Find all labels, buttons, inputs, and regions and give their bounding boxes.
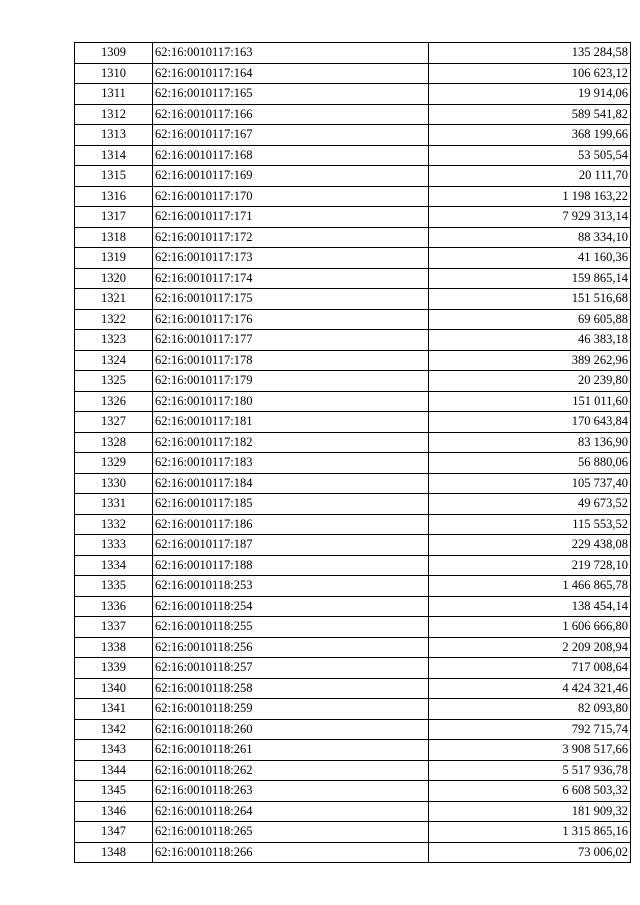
table-row bbox=[75, 555, 631, 576]
cadastral-value-cell: 181 909,32 bbox=[429, 801, 631, 822]
cadastral-value-cell: 88 334,10 bbox=[429, 227, 631, 248]
cadastral-value-cell: 1 315 865,16 bbox=[429, 822, 631, 843]
table-row bbox=[75, 289, 631, 310]
cadastral-number-cell: 62:16:0010118:265 bbox=[153, 822, 429, 843]
cadastral-value-cell: 82 093,80 bbox=[429, 699, 631, 720]
cadastral-number-cell: 62:16:0010118:255 bbox=[153, 617, 429, 638]
cadastral-number-cell: 62:16:0010118:259 bbox=[153, 699, 429, 720]
row-number-cell: 1339 bbox=[75, 658, 153, 679]
table-row bbox=[75, 432, 631, 453]
cadastral-number-cell: 62:16:0010117:183 bbox=[153, 453, 429, 474]
cadastral-number-cell: 62:16:0010117:174 bbox=[153, 268, 429, 289]
table-row bbox=[75, 391, 631, 412]
table-row bbox=[75, 699, 631, 720]
table-row bbox=[75, 473, 631, 494]
cadastral-value-cell: 83 136,90 bbox=[429, 432, 631, 453]
table-row bbox=[75, 125, 631, 146]
cadastral-number-cell: 62:16:0010117:164 bbox=[153, 63, 429, 84]
table-row bbox=[75, 678, 631, 699]
cadastral-number-cell: 62:16:0010117:182 bbox=[153, 432, 429, 453]
table-row bbox=[75, 43, 631, 64]
cadastral-number-cell: 62:16:0010117:163 bbox=[153, 43, 429, 64]
row-number-cell: 1318 bbox=[75, 227, 153, 248]
row-number-cell: 1348 bbox=[75, 842, 153, 863]
table-row bbox=[75, 535, 631, 556]
cadastral-value-cell: 6 608 503,32 bbox=[429, 781, 631, 802]
row-number-cell: 1341 bbox=[75, 699, 153, 720]
cadastral-value-cell: 73 006,02 bbox=[429, 842, 631, 863]
cadastral-value-cell: 159 865,14 bbox=[429, 268, 631, 289]
table-row bbox=[75, 309, 631, 330]
row-number-cell: 1319 bbox=[75, 248, 153, 269]
table-row bbox=[75, 145, 631, 166]
table-row bbox=[75, 248, 631, 269]
row-number-cell: 1315 bbox=[75, 166, 153, 187]
table-row bbox=[75, 637, 631, 658]
row-number-cell: 1340 bbox=[75, 678, 153, 699]
table-row bbox=[75, 227, 631, 248]
cadastral-value-cell: 229 438,08 bbox=[429, 535, 631, 556]
table-row bbox=[75, 658, 631, 679]
table-row bbox=[75, 781, 631, 802]
cadastral-number-cell: 62:16:0010118:264 bbox=[153, 801, 429, 822]
cadastral-value-cell: 53 505,54 bbox=[429, 145, 631, 166]
cadastral-number-cell: 62:16:0010117:168 bbox=[153, 145, 429, 166]
cadastral-value-cell: 368 199,66 bbox=[429, 125, 631, 146]
cadastral-number-cell: 62:16:0010118:256 bbox=[153, 637, 429, 658]
cadastral-number-cell: 62:16:0010118:254 bbox=[153, 596, 429, 617]
row-number-cell: 1313 bbox=[75, 125, 153, 146]
row-number-cell: 1327 bbox=[75, 412, 153, 433]
table-row bbox=[75, 84, 631, 105]
cadastral-number-cell: 62:16:0010117:172 bbox=[153, 227, 429, 248]
cadastral-value-cell: 2 209 208,94 bbox=[429, 637, 631, 658]
row-number-cell: 1331 bbox=[75, 494, 153, 515]
row-number-cell: 1347 bbox=[75, 822, 153, 843]
row-number-cell: 1338 bbox=[75, 637, 153, 658]
cadastral-number-cell: 62:16:0010118:258 bbox=[153, 678, 429, 699]
cadastral-value-cell: 49 673,52 bbox=[429, 494, 631, 515]
cadastral-value-cell: 7 929 313,14 bbox=[429, 207, 631, 228]
cadastral-number-cell: 62:16:0010118:263 bbox=[153, 781, 429, 802]
row-number-cell: 1343 bbox=[75, 740, 153, 761]
table-row bbox=[75, 453, 631, 474]
row-number-cell: 1310 bbox=[75, 63, 153, 84]
cadastral-number-cell: 62:16:0010117:171 bbox=[153, 207, 429, 228]
table-row bbox=[75, 494, 631, 515]
table-row bbox=[75, 596, 631, 617]
row-number-cell: 1346 bbox=[75, 801, 153, 822]
table-row bbox=[75, 412, 631, 433]
cadastral-value-cell: 138 454,14 bbox=[429, 596, 631, 617]
cadastral-number-cell: 62:16:0010117:170 bbox=[153, 186, 429, 207]
row-number-cell: 1309 bbox=[75, 43, 153, 64]
cadastral-value-cell: 4 424 321,46 bbox=[429, 678, 631, 699]
cadastral-value-cell: 389 262,96 bbox=[429, 350, 631, 371]
table-row bbox=[75, 617, 631, 638]
table-row bbox=[75, 186, 631, 207]
row-number-cell: 1336 bbox=[75, 596, 153, 617]
cadastral-value-cell: 20 239,80 bbox=[429, 371, 631, 392]
cadastral-value-cell: 106 623,12 bbox=[429, 63, 631, 84]
row-number-cell: 1316 bbox=[75, 186, 153, 207]
cadastral-number-cell: 62:16:0010118:260 bbox=[153, 719, 429, 740]
cadastral-number-cell: 62:16:0010117:165 bbox=[153, 84, 429, 105]
cadastral-number-cell: 62:16:0010117:175 bbox=[153, 289, 429, 310]
cadastral-value-cell: 115 553,52 bbox=[429, 514, 631, 535]
cadastral-number-cell: 62:16:0010117:188 bbox=[153, 555, 429, 576]
row-number-cell: 1335 bbox=[75, 576, 153, 597]
row-number-cell: 1329 bbox=[75, 453, 153, 474]
row-number-cell: 1314 bbox=[75, 145, 153, 166]
cadastral-value-cell: 151 011,60 bbox=[429, 391, 631, 412]
cadastral-number-cell: 62:16:0010117:184 bbox=[153, 473, 429, 494]
row-number-cell: 1324 bbox=[75, 350, 153, 371]
row-number-cell: 1330 bbox=[75, 473, 153, 494]
table-row bbox=[75, 719, 631, 740]
table-row bbox=[75, 822, 631, 843]
table-row bbox=[75, 350, 631, 371]
table-row bbox=[75, 371, 631, 392]
cadastral-value-cell: 105 737,40 bbox=[429, 473, 631, 494]
table-row bbox=[75, 760, 631, 781]
row-number-cell: 1333 bbox=[75, 535, 153, 556]
cadastral-value-cell: 69 605,88 bbox=[429, 309, 631, 330]
cadastral-value-cell: 19 914,06 bbox=[429, 84, 631, 105]
table-row bbox=[75, 330, 631, 351]
table-row bbox=[75, 514, 631, 535]
cadastral-number-cell: 62:16:0010117:187 bbox=[153, 535, 429, 556]
table-row bbox=[75, 576, 631, 597]
cadastral-number-cell: 62:16:0010117:173 bbox=[153, 248, 429, 269]
cadastral-value-cell: 1 198 163,22 bbox=[429, 186, 631, 207]
cadastral-value-cell: 20 111,70 bbox=[429, 166, 631, 187]
cadastral-value-cell: 1 466 865,78 bbox=[429, 576, 631, 597]
cadastral-value-cell: 170 643,84 bbox=[429, 412, 631, 433]
row-number-cell: 1323 bbox=[75, 330, 153, 351]
row-number-cell: 1317 bbox=[75, 207, 153, 228]
cadastral-value-cell: 5 517 936,78 bbox=[429, 760, 631, 781]
table-row bbox=[75, 268, 631, 289]
cadastral-number-cell: 62:16:0010118:253 bbox=[153, 576, 429, 597]
cadastral-number-cell: 62:16:0010117:178 bbox=[153, 350, 429, 371]
cadastral-value-cell: 135 284,58 bbox=[429, 43, 631, 64]
row-number-cell: 1322 bbox=[75, 309, 153, 330]
cadastral-number-cell: 62:16:0010117:166 bbox=[153, 104, 429, 125]
cadastral-number-cell: 62:16:0010117:186 bbox=[153, 514, 429, 535]
cadastral-value-cell: 3 908 517,66 bbox=[429, 740, 631, 761]
cadastral-number-cell: 62:16:0010117:185 bbox=[153, 494, 429, 515]
row-number-cell: 1332 bbox=[75, 514, 153, 535]
table-body bbox=[75, 43, 631, 863]
cadastral-value-cell: 41 160,36 bbox=[429, 248, 631, 269]
table-row bbox=[75, 63, 631, 84]
cadastral-value-table bbox=[74, 42, 631, 863]
row-number-cell: 1342 bbox=[75, 719, 153, 740]
table-row bbox=[75, 166, 631, 187]
cadastral-number-cell: 62:16:0010118:257 bbox=[153, 658, 429, 679]
table-row bbox=[75, 842, 631, 863]
cadastral-value-cell: 1 606 666,80 bbox=[429, 617, 631, 638]
row-number-cell: 1320 bbox=[75, 268, 153, 289]
cadastral-value-cell: 792 715,74 bbox=[429, 719, 631, 740]
cadastral-value-cell: 46 383,18 bbox=[429, 330, 631, 351]
row-number-cell: 1334 bbox=[75, 555, 153, 576]
table-row bbox=[75, 104, 631, 125]
table-row bbox=[75, 740, 631, 761]
cadastral-value-cell: 56 880,06 bbox=[429, 453, 631, 474]
cadastral-value-cell: 219 728,10 bbox=[429, 555, 631, 576]
cadastral-number-cell: 62:16:0010117:169 bbox=[153, 166, 429, 187]
row-number-cell: 1337 bbox=[75, 617, 153, 638]
cadastral-number-cell: 62:16:0010117:180 bbox=[153, 391, 429, 412]
row-number-cell: 1344 bbox=[75, 760, 153, 781]
row-number-cell: 1345 bbox=[75, 781, 153, 802]
cadastral-number-cell: 62:16:0010117:177 bbox=[153, 330, 429, 351]
row-number-cell: 1326 bbox=[75, 391, 153, 412]
row-number-cell: 1312 bbox=[75, 104, 153, 125]
table-row bbox=[75, 801, 631, 822]
cadastral-number-cell: 62:16:0010117:176 bbox=[153, 309, 429, 330]
cadastral-number-cell: 62:16:0010117:167 bbox=[153, 125, 429, 146]
cadastral-value-cell: 151 516,68 bbox=[429, 289, 631, 310]
cadastral-number-cell: 62:16:0010118:266 bbox=[153, 842, 429, 863]
cadastral-number-cell: 62:16:0010118:262 bbox=[153, 760, 429, 781]
cadastral-value-cell: 589 541,82 bbox=[429, 104, 631, 125]
row-number-cell: 1311 bbox=[75, 84, 153, 105]
cadastral-number-cell: 62:16:0010117:181 bbox=[153, 412, 429, 433]
cadastral-number-cell: 62:16:0010117:179 bbox=[153, 371, 429, 392]
row-number-cell: 1328 bbox=[75, 432, 153, 453]
row-number-cell: 1321 bbox=[75, 289, 153, 310]
cadastral-number-cell: 62:16:0010118:261 bbox=[153, 740, 429, 761]
cadastral-value-cell: 717 008,64 bbox=[429, 658, 631, 679]
table-row bbox=[75, 207, 631, 228]
row-number-cell: 1325 bbox=[75, 371, 153, 392]
